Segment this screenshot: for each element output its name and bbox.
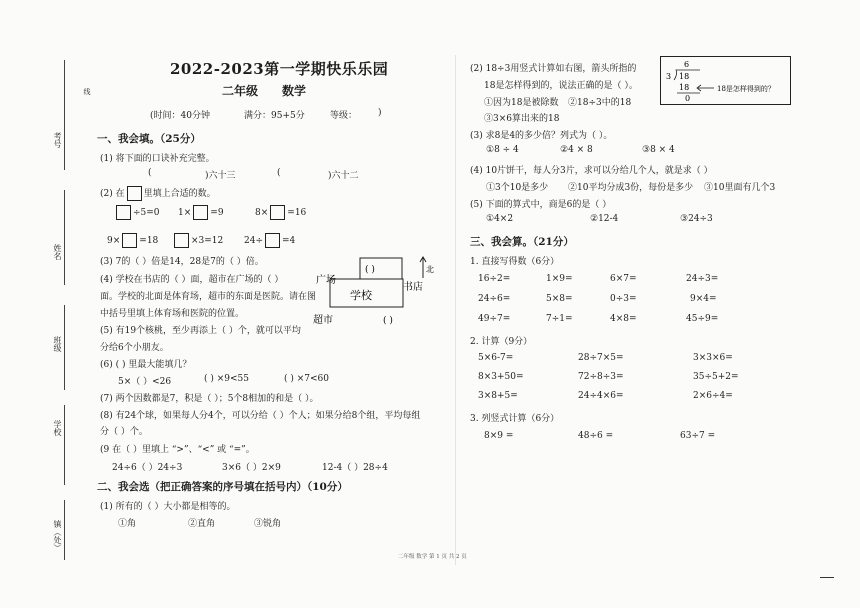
q1-5-line1: (5) 有19个核桃，至少再添上（ ）个，就可以平均 [100,326,301,336]
q2-1a: ①角 [118,519,137,529]
q2-4a: ①3个10是多少 [486,183,549,193]
square-label: 广场 [316,275,336,286]
q1-1b-open: ( [277,168,281,178]
expr-text: =9 [210,208,224,218]
q1-2-lead: (2) 在 [100,189,125,199]
direct-0-0: 16÷2= [478,274,511,284]
direct-0-3: 24÷3= [686,274,719,284]
q1-2 [100,186,216,201]
corner-mark [820,577,834,578]
calc-2-0: 3×8+5= [478,391,518,401]
level-close-paren: ) [378,108,382,118]
name-line [64,190,65,285]
q1-1: (1) 将下面的口诀补充完整。 [100,154,215,164]
answer-box[interactable] [127,186,142,201]
fill-box-row-1a [114,205,160,220]
expr-text: ÷5=0 [133,208,160,218]
divisor: 3 [666,72,672,81]
division-question: 18是怎样得到的？ [717,85,775,93]
stadium-paren: ( ) [365,265,375,275]
exam-number-line [64,60,65,170]
score-info: 满分：95+5分 [244,111,305,121]
bookstore-label: 书店 [403,282,423,293]
quotient: 6 [684,60,690,69]
answer-box[interactable] [174,233,189,248]
town-line [64,500,65,560]
q1-1b-text: )六十二 [328,171,359,181]
q1-3: (3) 7的（ ）倍是14，28是7的（ ）倍。 [100,257,264,267]
q2-2-line2: 18是怎样得到的，说法正确的是（ ）。 [484,81,638,91]
q2-1: (1) 所有的（ ）大小都是相等的。 [100,502,236,512]
vertical-0: 8×9 = [484,431,514,441]
direct-1-1: 5×8= [546,294,573,304]
calc-1-1: 72÷8÷3= [578,372,624,382]
q1-6b: ( ) ×9<55 [204,374,250,384]
direct-1-0: 24÷6= [478,294,511,304]
paper-title: 2022-2023第一学期快乐乐园 [170,60,389,78]
seal-line-char: 线 [83,88,91,95]
q2-4b: ②10平均分成3份，每份是多少 [568,183,694,193]
time-info: (时间：40分钟 [150,111,210,121]
dividend: 18 [679,72,690,81]
product: 18 [679,83,690,92]
calc-0-1: 28÷7×5= [578,353,624,363]
school-line [64,405,65,485]
q2-2-opt2: ②18÷3中的18 [568,98,632,108]
q2-2-opt3: ③3×6算出来的18 [484,114,560,124]
calc-0-0: 5×6-7= [478,353,514,363]
calc-1-0: 8×3+50= [478,372,524,382]
fill-box-row-2c [244,233,295,248]
expr-text: =16 [287,208,307,218]
direct-2-2: 4×8= [610,314,637,324]
north-label: 北 [426,265,434,274]
direct-1-2: 0÷3= [610,294,637,304]
section-1-title: 一、我会填。（25分） [97,133,201,145]
fill-box-row-2b [172,233,223,248]
hospital-paren: ( ) [383,316,393,326]
expr-text: 24÷ [244,236,263,246]
page-footer: 二年级 数学 第 1 页 共 2 页 [398,554,467,560]
calc-0-2: 3×3×6= [693,353,733,363]
level-info: 等级： [330,111,358,121]
q1-4-line2: 面。学校的北面是体育场，超市的东面是医院。请在图 [100,292,317,302]
subject-label: 数学 [282,84,307,98]
q2-2-line1: (2) 18÷3用竖式计算如右图，箭头所指的 [470,64,637,74]
vertical-1: 48÷6 = [578,431,614,441]
town-label: 镇（处） [53,520,62,552]
vertical-2: 63÷7 = [680,431,716,441]
expr-text: 1× [178,208,192,218]
calc-1-2: 35÷5+2= [693,372,739,382]
part-2-title: 2. 计算（9分） [470,337,533,347]
name-label: 姓名 [53,244,62,260]
fill-box-row-1c [255,205,306,220]
long-division-figure [660,56,792,106]
class-line [64,305,65,390]
fill-box-row-1b [178,205,224,220]
q2-1c: ③锐角 [254,519,282,529]
q1-2-tail: 里填上合适的数。 [143,189,216,199]
q2-5a: ①4×2 [486,214,514,224]
direct-2-1: 7÷1= [546,314,573,324]
expr-text: =18 [139,236,159,246]
expr-text: 9× [107,236,121,246]
direct-0-1: 1×9= [546,274,573,284]
school-label: 学校 [350,289,372,302]
remainder: 0 [685,94,691,103]
expr-text: 8× [255,208,269,218]
column-divider [455,55,456,565]
q1-1a-text: )六十三 [205,171,236,181]
school-label: 学校 [53,420,62,436]
q2-3: (3) 求8是4的多少倍？列式为（ ）。 [470,131,613,141]
q2-1b: ②直角 [188,519,216,529]
calc-2-2: 2×6÷4= [693,391,733,401]
part-1-title: 1. 直接写得数（6分） [470,257,560,267]
q1-8-line2: 分（ ）个。 [100,427,148,437]
answer-box[interactable] [265,233,280,248]
q1-8-line1: (8) 有24个球，如果每人分4个，可以分给（ ）个人；如果分给8个组，平均每组 [100,411,421,421]
q2-4: (4) 10片饼干，每人分3片，求可以分给几个人，就是求（ ） [470,166,713,176]
answer-box[interactable] [116,205,131,220]
q2-5b: ②12-4 [590,214,619,224]
fill-box-row-2a [107,233,158,248]
direct-2-0: 49÷7= [478,314,511,324]
q1-1a-open: ( [148,168,152,178]
q1-6c: ( ) ×7<60 [284,374,330,384]
q2-2-opt1: ①因为18是被除数 [484,98,559,108]
q1-6a: 5×（ ）<26 [118,377,172,387]
position-map [310,250,445,330]
binding-strip [0,0,95,608]
section-2-title: 二、我会选（把正确答案的序号填在括号内）（10分） [97,481,348,493]
q2-3a: ①8 ÷ 4 [486,145,519,155]
q2-4c: ③10里面有几个3 [704,183,776,193]
class-label: 班级 [53,336,62,352]
q1-5-line2: 分给6个小朋友。 [100,343,169,353]
answer-box[interactable] [193,205,208,220]
q1-9: (9 在（ ）里填上 “>”、“<” 或 “=”。 [100,445,255,455]
q2-5: (5) 下面的算式中，商是6的是（ ） [470,200,612,210]
q1-7: (7) 两个因数都是7，积是（ ）；5个8相加的和是（ ）。 [100,394,319,404]
expr-text: ×3=12 [191,236,224,246]
exam-number-label: 考号 [53,132,62,148]
q1-9b: 3×6（ ）2×9 [222,463,281,473]
q1-6: (6) ( ) 里最大能填几？ [100,360,192,370]
answer-box[interactable] [270,205,285,220]
q1-9a: 24÷6（ ）24÷3 [112,463,183,473]
direct-1-3: 9×4= [690,294,717,304]
section-3-title: 三、我会算。（21分） [470,236,574,248]
direct-2-3: 45÷9= [686,314,719,324]
expr-text: =4 [282,236,296,246]
calc-2-1: 24÷4×6= [578,391,624,401]
q2-3c: ③8 × 4 [642,145,675,155]
q1-4-line3: 中括号里填上体育场和医院的位置。 [100,309,245,319]
q2-3b: ②4 × 8 [560,145,593,155]
answer-box[interactable] [122,233,137,248]
direct-0-2: 6×7= [610,274,637,284]
part-3-title: 3. 列竖式计算（6分） [470,414,560,424]
q1-4-line1: (4) 学校在书店的（ ）面，超市在广场的（ ） [100,275,284,285]
supermarket-label: 超市 [313,315,333,326]
grade-label: 二年级 [222,84,259,98]
q2-5c: ③24÷3 [680,214,713,224]
q1-9c: 12-4（ ）28÷4 [322,463,388,473]
